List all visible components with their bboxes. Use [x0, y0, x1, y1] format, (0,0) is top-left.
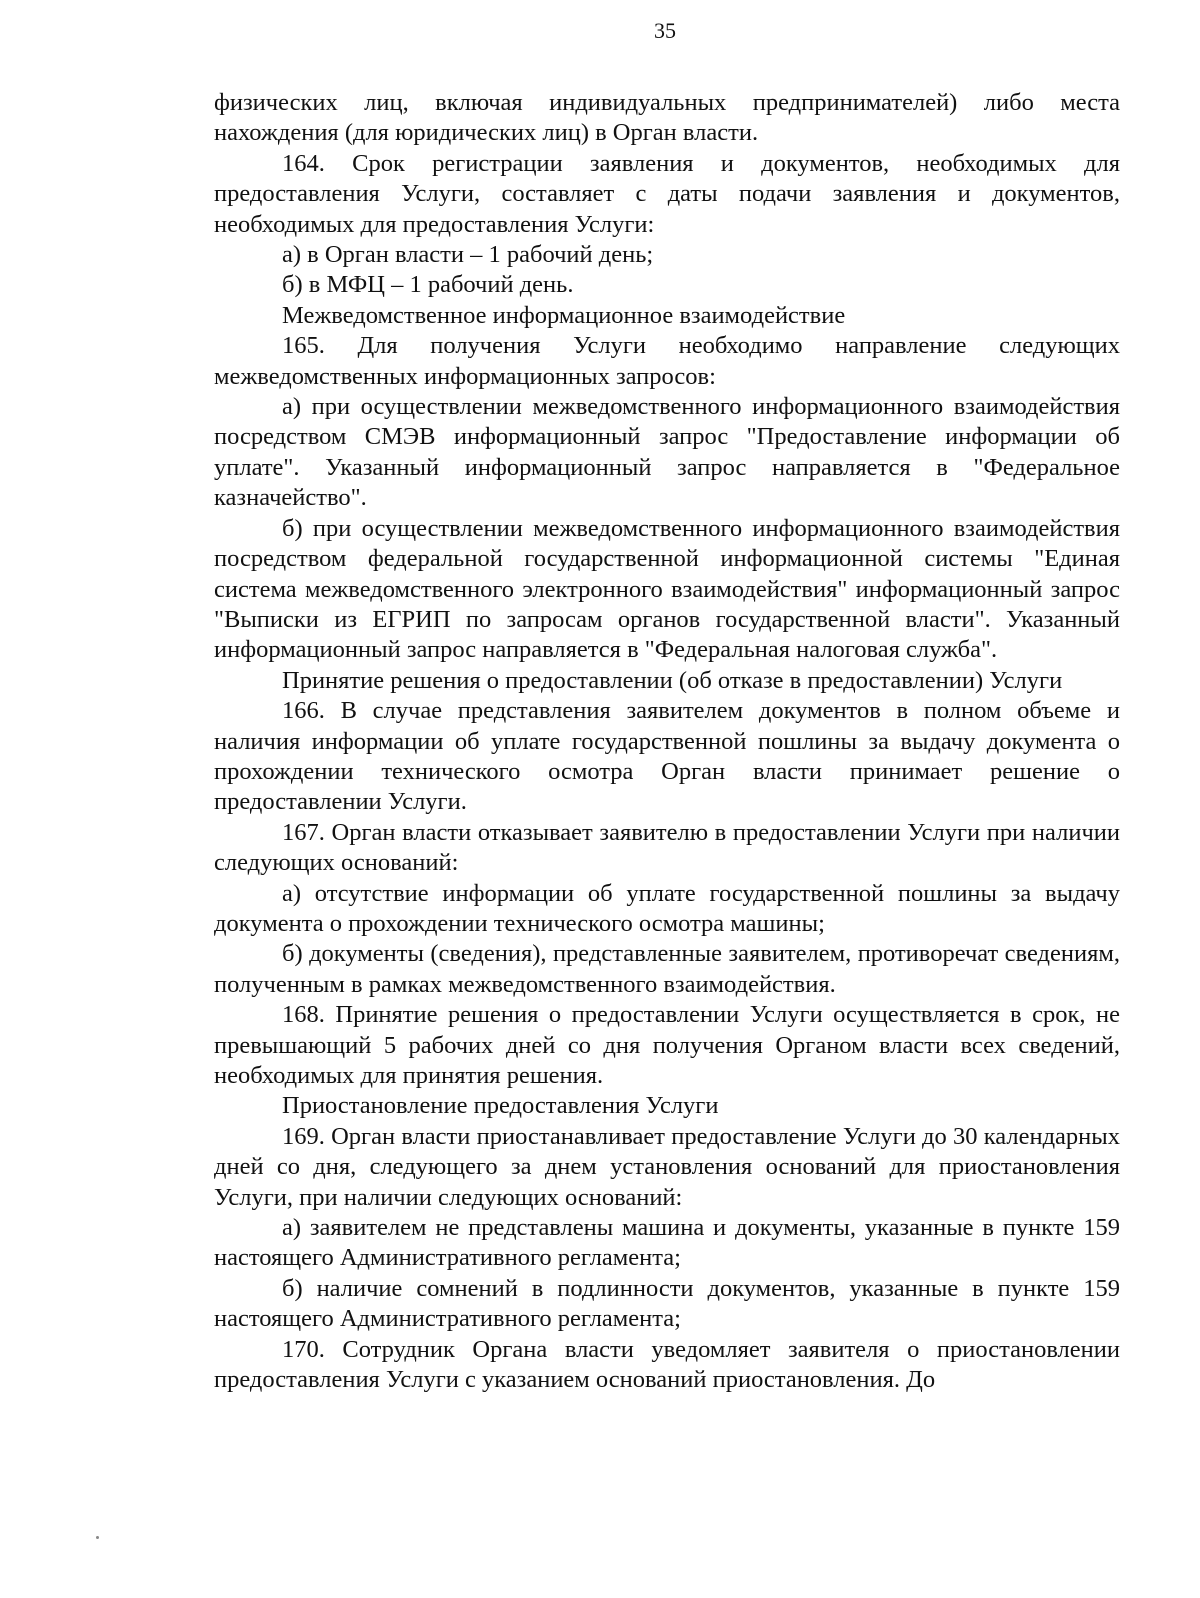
- paragraph: 167. Орган власти отказывает заявителю в предоставлении Услуги при наличии следующих оснований:: [214, 818, 1120, 877]
- paragraph: а) при осуществлении межведомственного информационного взаимодействия посредством СМЭВ информационный запрос "Предоставление информации об уплате". Указанный информационный запрос направляется в "Федеральное казначейство".: [214, 393, 1120, 512]
- paragraph: 168. Принятие решения о предоставлении Услуги осуществляется в срок, не превышающий 5 рабочих дней со дня получения Органом власти всех сведений, необходимых для принятия решения.: [214, 1001, 1120, 1089]
- paragraph: 170. Сотрудник Органа власти уведомляет заявителя о приостановлении предоставления Услуги с указанием оснований приостановления. До: [214, 1335, 1120, 1394]
- paragraph: б) наличие сомнений в подлинности документов, указанные в пункте 159 настоящего Административного регламента;: [214, 1274, 1120, 1333]
- section-heading: Приостановление предоставления Услуги: [282, 1092, 719, 1120]
- paragraph: физических лиц, включая индивидуальных предпринимателей) либо места нахождения (для юридических лиц) в Орган власти.: [214, 89, 1120, 147]
- paragraph: б) в МФЦ – 1 рабочий день.: [282, 271, 574, 299]
- paragraph: Принятие решения о предоставлении (об отказе в предоставлении) Услуги: [282, 666, 1063, 694]
- paragraph: а) заявителем не представлены машина и документы, указанные в пункте 159 настоящего Административного регламента;: [214, 1214, 1120, 1272]
- document-body: [214, 88, 1120, 1395]
- paragraph: б) при осуществлении межведомственного информационного взаимодействия посредством федеральной государственной информационной системы "Единая система межведомственного электронного взаимодействия" информационный запрос "Выписки из ЕГРИП по запросам органов государственной власти". Указанный информационный запрос направляется в "Федеральная налоговая служба".: [214, 514, 1120, 664]
- paragraph: 166. В случае представления заявителем документов в полном объеме и наличия информации об уплате государственной пошлины за выдачу документа о прохождении технического осмотра Орган власти принимает решение о предоставлении Услуги.: [214, 697, 1120, 816]
- section-heading: Межведомственное информационное взаимодействие: [282, 301, 846, 329]
- page-number: 35: [654, 18, 676, 43]
- paragraph: б) документы (сведения), представленные заявителем, противоречат сведениям, полученным в рамках межведомственного взаимодействия.: [214, 940, 1120, 998]
- paragraph: 164. Срок регистрации заявления и документов, необходимых для предоставления Услуги, составляет с даты подачи заявления и документов, необходимых для предоставления Услуги:: [214, 149, 1120, 238]
- paragraph: 165. Для получения Услуги необходимо направление следующих межведомственных информационных запросов:: [214, 332, 1120, 390]
- scan-speck: [96, 1536, 99, 1539]
- paragraph: а) отсутствие информации об уплате государственной пошлины за выдачу документа о прохождении технического осмотра машины;: [214, 879, 1120, 937]
- paragraph: 169. Орган власти приостанавливает предоставление Услуги до 30 календарных дней со дня, следующего за днем установления оснований для приостановления Услуги, при наличии следующих оснований:: [214, 1122, 1120, 1211]
- paragraph: а) в Орган власти – 1 рабочий день;: [282, 241, 654, 269]
